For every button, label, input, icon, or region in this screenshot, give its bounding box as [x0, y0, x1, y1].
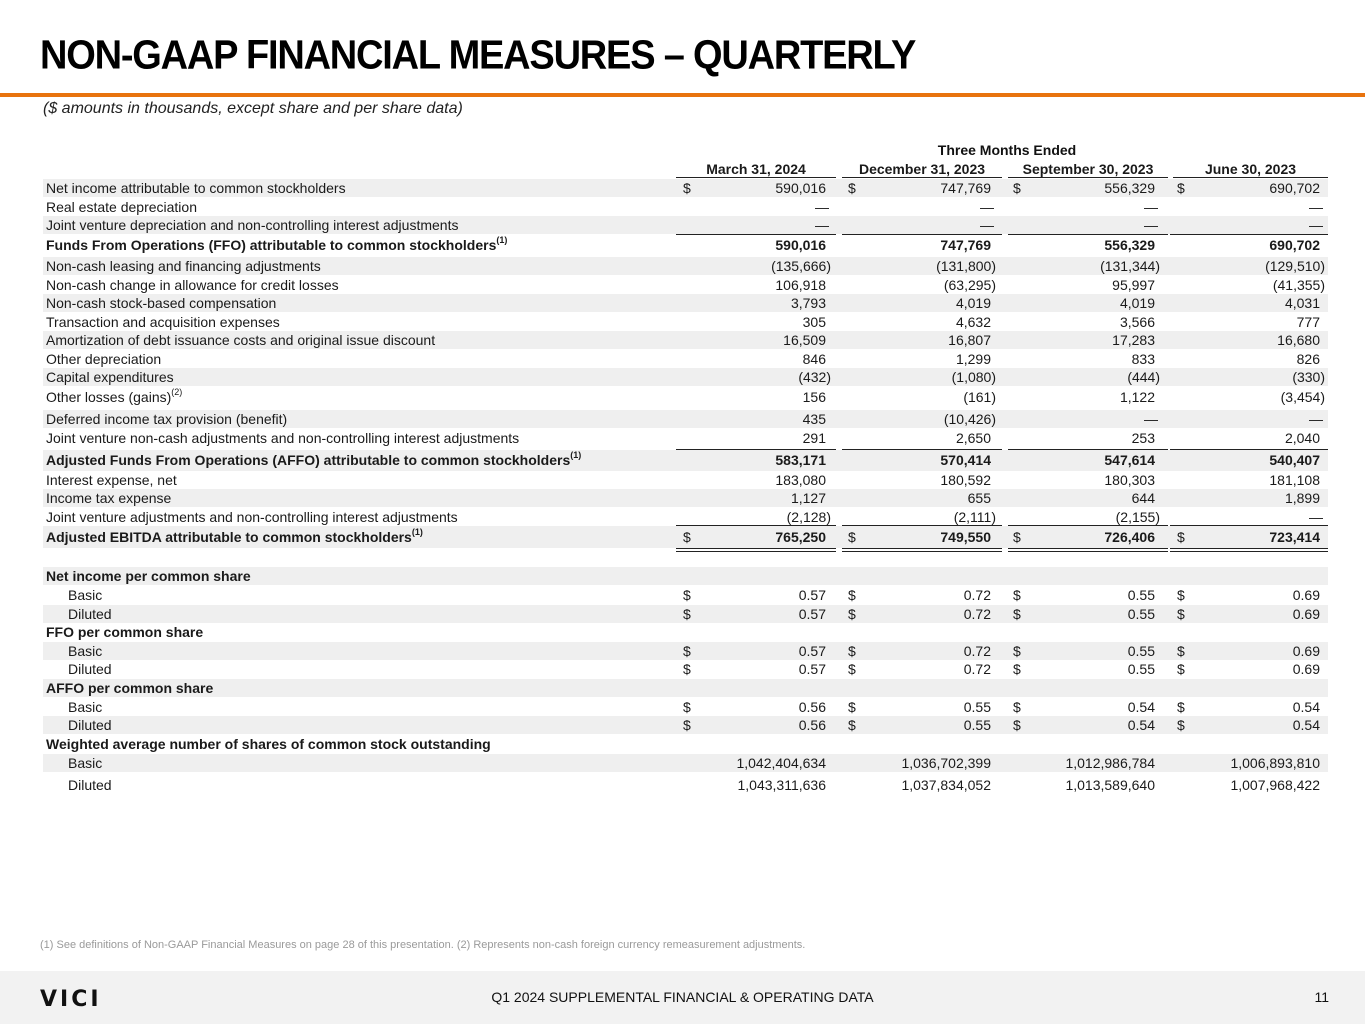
column-headers — [0, 161, 1365, 179]
total-double-rule — [1170, 548, 1328, 549]
table-row — [43, 387, 1328, 408]
row-label: Diluted — [68, 777, 112, 793]
currency-symbol: $ — [1013, 180, 1021, 196]
table-cell: 690,702 — [1269, 180, 1320, 196]
footer — [0, 971, 1365, 1024]
currency-symbol: $ — [1013, 529, 1021, 545]
subtotal-rule — [1170, 234, 1328, 235]
row-label: Weighted average number of shares of common stock outstanding — [46, 736, 491, 752]
currency-symbol: $ — [683, 717, 691, 733]
table-cell: 0.55 — [963, 699, 991, 715]
table-cell: 0.69 — [1292, 643, 1320, 659]
row-label: Non-cash leasing and financing adjustments — [46, 258, 321, 274]
currency-symbol: $ — [848, 180, 856, 196]
table-row — [43, 179, 1328, 197]
table-cell: 0.56 — [798, 717, 826, 733]
table-cell: 644 — [1131, 490, 1155, 506]
page-title: NON-GAAP FINANCIAL MEASURES – QUARTERLY — [40, 33, 916, 79]
column-header: September 30, 2023 — [1008, 161, 1168, 178]
currency-symbol: $ — [848, 661, 856, 677]
table-cell: 0.55 — [1127, 643, 1155, 659]
table-cell: 846 — [802, 351, 826, 367]
vici-logo: VICI — [40, 987, 102, 1012]
table-cell: 181,108 — [1269, 472, 1320, 488]
row-label: Basic — [68, 587, 103, 603]
subtotal-rule — [842, 449, 1002, 450]
table-cell: 1,006,893,810 — [1230, 755, 1320, 771]
table-cell: 95,997 — [1112, 277, 1155, 293]
table-cell: 156 — [802, 389, 826, 405]
column-header: March 31, 2024 — [676, 161, 836, 178]
table-cell: 547,614 — [1104, 452, 1155, 468]
table-cell: 777 — [1296, 314, 1320, 330]
table-cell: — — [1144, 199, 1158, 215]
table-cell: 0.69 — [1292, 661, 1320, 677]
table-row — [43, 350, 1328, 368]
table-cell: — — [1309, 509, 1323, 525]
table-cell: 0.72 — [963, 587, 991, 603]
table-cell: (63,295) — [943, 277, 996, 293]
currency-symbol: $ — [683, 643, 691, 659]
total-double-rule — [842, 551, 1002, 552]
table-cell: 3,793 — [790, 295, 826, 311]
currency-symbol: $ — [1177, 606, 1185, 622]
table-cell: (444) — [1127, 369, 1160, 385]
row-label: Diluted — [68, 661, 112, 677]
table-cell: — — [1309, 217, 1323, 233]
table-cell: 106,918 — [775, 277, 826, 293]
table-cell: (10,426) — [943, 411, 996, 427]
table-row — [43, 660, 1328, 678]
table-cell: 1,043,311,636 — [737, 777, 826, 793]
table-row — [43, 216, 1328, 234]
currency-symbol: $ — [1177, 587, 1185, 603]
currency-symbol: $ — [683, 529, 691, 545]
table-row — [43, 605, 1328, 623]
table-row — [43, 235, 1328, 256]
currency-symbol: $ — [848, 699, 856, 715]
row-label: Joint venture non-cash adjustments and non-controlling interest adjustments — [46, 430, 520, 446]
table-cell: (2,155) — [1115, 509, 1160, 525]
table-cell: 1,899 — [1284, 490, 1320, 506]
currency-symbol: $ — [683, 180, 691, 196]
table-cell: (131,800) — [936, 258, 996, 274]
total-double-rule — [1008, 548, 1168, 549]
table-cell: 0.55 — [1127, 587, 1155, 603]
row-label: Diluted — [68, 606, 112, 622]
table-row — [43, 410, 1328, 428]
table-cell: (432) — [798, 369, 831, 385]
table-cell: 0.69 — [1292, 587, 1320, 603]
table-cell: 0.72 — [963, 606, 991, 622]
total-double-rule — [1008, 551, 1168, 552]
table-cell: 17,283 — [1112, 332, 1155, 348]
currency-symbol: $ — [1177, 717, 1185, 733]
table-row — [43, 774, 1328, 796]
table-row — [43, 276, 1328, 294]
table-cell: 180,303 — [1104, 472, 1155, 488]
table-cell: 0.55 — [963, 717, 991, 733]
table-cell: 1,012,986,784 — [1065, 755, 1155, 771]
section-header-row — [43, 567, 1328, 585]
table-cell: 0.55 — [1127, 606, 1155, 622]
table-cell: — — [1309, 411, 1323, 427]
table-cell: (129,510) — [1265, 258, 1325, 274]
table-cell: 0.54 — [1127, 717, 1155, 733]
table-row — [43, 586, 1328, 604]
row-label: Net income per common share — [46, 568, 251, 584]
table-cell: 583,171 — [775, 452, 826, 468]
table-row — [43, 368, 1328, 386]
table-cell: 590,016 — [775, 237, 826, 253]
table-cell: 4,031 — [1284, 295, 1320, 311]
row-label: Basic — [68, 699, 103, 715]
row-label: Basic — [68, 755, 103, 771]
table-cell: — — [1144, 411, 1158, 427]
table-cell: 0.56 — [798, 699, 826, 715]
table-cell: 4,019 — [1119, 295, 1155, 311]
table-cell: 0.72 — [963, 661, 991, 677]
table-row — [43, 489, 1328, 507]
table-cell: 4,019 — [955, 295, 991, 311]
subtotal-rule — [676, 525, 836, 526]
currency-symbol: $ — [1013, 661, 1021, 677]
table-row — [43, 313, 1328, 331]
table-cell: (135,666) — [771, 258, 831, 274]
row-label: Funds From Operations (FFO) attributable to common stockholders$^{(1)}$ — [46, 235, 508, 253]
currency-symbol: $ — [683, 606, 691, 622]
table-row — [43, 716, 1328, 734]
currency-symbol: $ — [1177, 643, 1185, 659]
subtotal-rule — [842, 525, 1002, 526]
row-label: Deferred income tax provision (benefit) — [46, 411, 288, 427]
row-label: Real estate depreciation — [46, 199, 197, 215]
section-header-row — [43, 623, 1328, 641]
row-label: Adjusted EBITDA attributable to common stockholders$^{(1)}$ — [46, 527, 423, 545]
currency-symbol: $ — [1177, 529, 1185, 545]
table-row — [43, 698, 1328, 716]
subtotal-rule — [1008, 234, 1168, 235]
table-cell: 655 — [967, 490, 991, 506]
table-cell: — — [815, 217, 829, 233]
total-double-rule — [676, 551, 836, 552]
table-row — [43, 450, 1328, 471]
table-cell: 180,592 — [940, 472, 991, 488]
table-row — [43, 642, 1328, 660]
table-row — [43, 257, 1328, 275]
table-cell: 765,250 — [775, 529, 826, 545]
footer-title: Q1 2024 SUPPLEMENTAL FINANCIAL & OPERATING DATA — [491, 989, 874, 1005]
currency-symbol: $ — [1013, 587, 1021, 603]
row-label: Diluted — [68, 717, 112, 733]
row-label: Income tax expense — [46, 490, 172, 506]
total-double-rule — [1170, 551, 1328, 552]
subtotal-rule — [676, 234, 836, 235]
table-row — [43, 331, 1328, 349]
table-cell: 749,550 — [940, 529, 991, 545]
table-row — [43, 429, 1328, 447]
table-cell: 183,080 — [775, 472, 826, 488]
row-label: Amortization of debt issuance costs and original issue discount — [46, 332, 436, 348]
units-subtitle: ($ amounts in thousands, except share and per share data) — [43, 100, 463, 117]
table-cell: 0.57 — [798, 643, 826, 659]
table-cell: (161) — [963, 389, 996, 405]
currency-symbol: $ — [1013, 699, 1021, 715]
table-cell: (41,355) — [1272, 277, 1325, 293]
table-row — [43, 526, 1328, 548]
subtotal-rule — [842, 234, 1002, 235]
table-cell: 690,702 — [1269, 237, 1320, 253]
table-cell: — — [1144, 217, 1158, 233]
table-cell: — — [980, 217, 994, 233]
table-row — [43, 754, 1328, 772]
table-cell: — — [1309, 199, 1323, 215]
currency-symbol: $ — [848, 643, 856, 659]
table-cell: 556,329 — [1104, 180, 1155, 196]
table-cell: 540,407 — [1269, 452, 1320, 468]
page-number: 11 — [1314, 989, 1329, 1005]
table-cell: 833 — [1131, 351, 1155, 367]
currency-symbol: $ — [1013, 606, 1021, 622]
currency-symbol: $ — [1013, 643, 1021, 659]
total-double-rule — [676, 548, 836, 549]
row-label: Basic — [68, 643, 103, 659]
row-label: Adjusted Funds From Operations (AFFO) attributable to common stockholders$^{(1)}$ — [46, 450, 582, 468]
row-label: Capital expenditures — [46, 369, 174, 385]
table-cell: (2,111) — [953, 509, 996, 525]
table-cell: 291 — [802, 430, 826, 446]
table-cell: 556,329 — [1104, 237, 1155, 253]
table-row — [43, 294, 1328, 312]
column-header: June 30, 2023 — [1173, 161, 1328, 178]
total-double-rule — [842, 548, 1002, 549]
table-cell: 435 — [802, 411, 826, 427]
title-rule — [0, 93, 1365, 97]
footnote: (1) See definitions of Non-GAAP Financial Measures on page 28 of this presentation. (2) Represents non-cash foreign currency remeasurement adjustments. — [40, 939, 806, 951]
table-cell: 3,566 — [1119, 314, 1155, 330]
subtotal-rule — [1170, 449, 1328, 450]
table-cell: 1,042,404,634 — [736, 755, 826, 771]
table-cell: (131,344) — [1100, 258, 1160, 274]
table-cell: 0.57 — [798, 587, 826, 603]
table-cell: 253 — [1131, 430, 1155, 446]
row-label: AFFO per common share — [46, 680, 214, 696]
table-cell: 1,007,968,422 — [1230, 777, 1320, 793]
table-cell: 2,650 — [955, 430, 991, 446]
table-cell: 1,127 — [790, 490, 826, 506]
table-cell: 16,509 — [783, 332, 826, 348]
table-cell: — — [815, 199, 829, 215]
currency-symbol: $ — [848, 587, 856, 603]
table-cell: — — [980, 199, 994, 215]
table-cell: 0.57 — [798, 661, 826, 677]
table-cell: 1,122 — [1119, 389, 1155, 405]
table-row — [43, 508, 1328, 526]
row-label: Other depreciation — [46, 351, 162, 367]
table-cell: (3,454) — [1280, 389, 1325, 405]
table-cell: 0.54 — [1292, 699, 1320, 715]
table-cell: 0.69 — [1292, 606, 1320, 622]
row-label: FFO per common share — [46, 624, 204, 640]
table-cell: 747,769 — [940, 237, 991, 253]
row-label: Non-cash stock-based compensation — [46, 295, 277, 311]
row-label: Other losses (gains)$^{(2)}$ — [46, 387, 183, 405]
table-row — [43, 471, 1328, 489]
subtotal-rule — [1170, 525, 1328, 526]
currency-symbol: $ — [1013, 717, 1021, 733]
section-header-row — [43, 735, 1328, 753]
currency-symbol: $ — [848, 529, 856, 545]
footnote-marker: (2) — [171, 387, 183, 398]
section-header-row — [43, 679, 1328, 697]
footnote-marker: (1) — [570, 450, 582, 461]
table-cell: (330) — [1292, 369, 1325, 385]
row-label: Transaction and acquisition expenses — [46, 314, 280, 330]
table-cell: 0.57 — [798, 606, 826, 622]
table-cell: 16,680 — [1277, 332, 1320, 348]
table-cell: 747,769 — [940, 180, 991, 196]
currency-symbol: $ — [848, 606, 856, 622]
subtotal-rule — [1008, 525, 1168, 526]
table-cell: 590,016 — [775, 180, 826, 196]
table-cell: 0.54 — [1292, 717, 1320, 733]
subtotal-rule — [1008, 449, 1168, 450]
table-cell: 826 — [1296, 351, 1320, 367]
currency-symbol: $ — [1177, 661, 1185, 677]
table-cell: 16,807 — [948, 332, 991, 348]
table-cell: 723,414 — [1269, 529, 1320, 545]
table-cell: 2,040 — [1284, 430, 1320, 446]
table-cell: (2,128) — [786, 509, 831, 525]
table-cell: 1,299 — [955, 351, 991, 367]
group-header: Three Months Ended — [937, 142, 1077, 158]
currency-symbol: $ — [683, 699, 691, 715]
currency-symbol: $ — [1177, 180, 1185, 196]
table-cell: 570,414 — [940, 452, 991, 468]
row-label: Joint venture adjustments and non-controlling interest adjustments — [46, 509, 458, 525]
currency-symbol: $ — [848, 717, 856, 733]
table-cell: (1,080) — [951, 369, 996, 385]
table-row — [43, 198, 1328, 216]
table-cell: 0.72 — [963, 643, 991, 659]
table-cell: 4,632 — [955, 314, 991, 330]
subtotal-rule — [676, 449, 836, 450]
row-label: Interest expense, net — [46, 472, 177, 488]
table-cell: 726,406 — [1104, 529, 1155, 545]
footnote-marker: (1) — [496, 235, 508, 246]
currency-symbol: $ — [683, 661, 691, 677]
table-cell: 1,013,589,640 — [1065, 777, 1155, 793]
table-cell: 305 — [802, 314, 826, 330]
table-cell: 0.55 — [1127, 661, 1155, 677]
currency-symbol: $ — [1177, 699, 1185, 715]
footnote-marker: (1) — [411, 527, 423, 538]
column-header: December 31, 2023 — [842, 161, 1002, 178]
row-label: Net income attributable to common stockholders — [46, 180, 346, 196]
row-label: Joint venture depreciation and non-controlling interest adjustments — [46, 217, 459, 233]
table-cell: 1,036,702,399 — [901, 755, 991, 771]
row-label: Non-cash change in allowance for credit losses — [46, 277, 339, 293]
table-cell: 1,037,834,052 — [901, 777, 991, 793]
currency-symbol: $ — [683, 587, 691, 603]
table-cell: 0.54 — [1127, 699, 1155, 715]
